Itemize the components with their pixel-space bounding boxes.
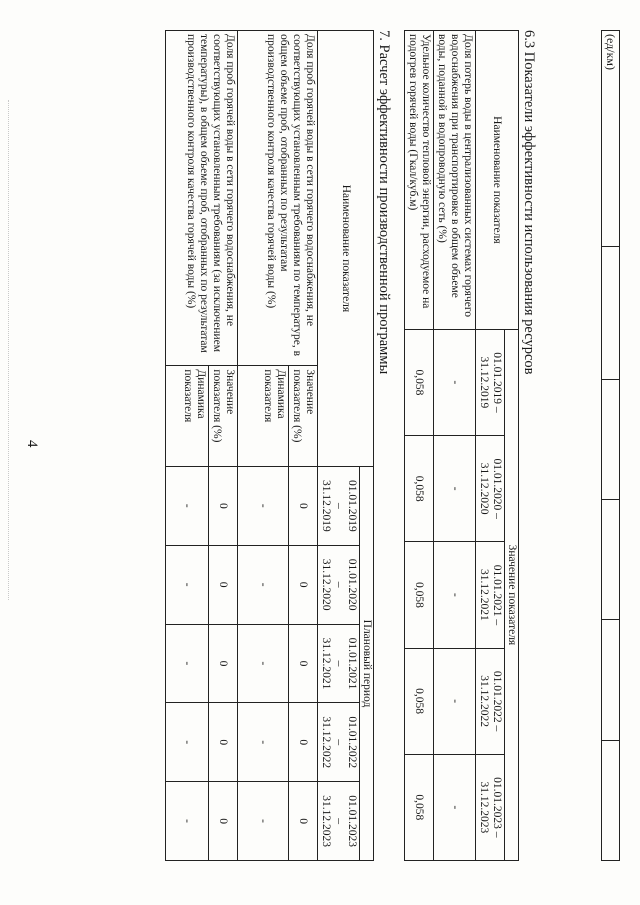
period-header: 01.01.2020 – 31.12.2020 bbox=[318, 545, 360, 624]
row-dynamic: - bbox=[166, 466, 209, 545]
row-value: - bbox=[434, 436, 476, 542]
col-period-header: Плановый период bbox=[360, 466, 374, 860]
row-value: - bbox=[434, 754, 476, 860]
table-row bbox=[289, 31, 318, 861]
row-dynamic: - bbox=[166, 545, 209, 624]
table-row bbox=[434, 31, 476, 861]
row-value: 0 bbox=[289, 624, 318, 703]
row-value: 0 bbox=[289, 782, 318, 861]
row-value: 0 bbox=[209, 782, 238, 861]
previous-table-remnant bbox=[601, 30, 620, 861]
row-value: 0,058 bbox=[405, 329, 434, 435]
row-value: 0 bbox=[289, 466, 318, 545]
period-header: 01.01.2023 – 31.12.2023 bbox=[318, 782, 360, 861]
row-value: 0,058 bbox=[405, 436, 434, 542]
row-dynamic: - bbox=[166, 624, 209, 703]
row-dynamic: - bbox=[238, 466, 289, 545]
program-efficiency-table bbox=[165, 30, 374, 861]
sub-dynamic-label: Динамика показателя bbox=[238, 366, 289, 467]
row-dynamic: - bbox=[238, 782, 289, 861]
row-dynamic: - bbox=[238, 545, 289, 624]
period-header: 01.01.2021 – 31.12.2021 bbox=[476, 542, 505, 648]
row-dynamic: - bbox=[238, 703, 289, 782]
sub-value-label: Значение показателя (%) bbox=[289, 366, 318, 467]
period-header: 01.01.2020 – 31.12.2020 bbox=[476, 436, 505, 542]
row-name: Удельное количество тепловой энергии, расходуемое на подогрев горячей воды (Гкал/куб.м) bbox=[405, 31, 434, 330]
row-value: 0 bbox=[209, 703, 238, 782]
resource-efficiency-table bbox=[404, 30, 519, 861]
period-header: 01.01.2023 – 31.12.2023 bbox=[476, 754, 505, 860]
table-row bbox=[209, 31, 238, 861]
row-value: 0 bbox=[209, 466, 238, 545]
table-row bbox=[405, 31, 434, 861]
row-dynamic: - bbox=[238, 624, 289, 703]
section-7-title: 7. Расчет эффективности производственной программы bbox=[376, 30, 392, 375]
col-value-header: Значение показателя bbox=[505, 329, 519, 860]
row-dynamic: - bbox=[166, 782, 209, 861]
unit-cell: (ед/км) bbox=[602, 31, 620, 247]
row-value: 0 bbox=[289, 545, 318, 624]
col-name-header: Наименование показателя bbox=[476, 31, 519, 330]
row-value: 0 bbox=[289, 703, 318, 782]
row-value: - bbox=[434, 648, 476, 754]
row-name: Доля потерь воды в централизованных системах горячего водоснабжения при транспортировке в общем объеме воды, поданной в водопроводную сеть (%) bbox=[434, 31, 476, 330]
sub-dynamic-label: Динамика показателя bbox=[166, 366, 209, 467]
row-name: Доля проб горячей воды в сети горячего водоснабжения, не соответствующих установленным требованиям по температуре, в общем объеме проб, отобранных по результатам производственного контроля качества горячей воды (%) bbox=[238, 31, 318, 366]
row-value: 0,058 bbox=[405, 648, 434, 754]
row-name: Доля проб горячей воды в сети горячего водоснабжения, не соответствующих установленным требованиям (за исключением температуры), в общем объеме проб, отобранных по результатам производственного контроля качества горячей воды (%) bbox=[166, 31, 238, 366]
row-value: - bbox=[434, 542, 476, 648]
period-header: 01.01.2022 – 31.12.2022 bbox=[318, 703, 360, 782]
row-value: 0,058 bbox=[405, 754, 434, 860]
row-value: 0 bbox=[209, 624, 238, 703]
row-dynamic: - bbox=[166, 703, 209, 782]
period-header: 01.01.2022 – 31.12.2022 bbox=[476, 648, 505, 754]
col-name-header: Наименование показателя bbox=[318, 31, 374, 467]
row-value: 0 bbox=[209, 545, 238, 624]
sub-value-label: Значение показателя (%) bbox=[209, 366, 238, 467]
period-header: 01.01.2021 – 31.12.2021 bbox=[318, 624, 360, 703]
row-value: 0,058 bbox=[405, 542, 434, 648]
row-value: - bbox=[434, 329, 476, 435]
period-header: 01.01.2019 – 31.12.2019 bbox=[318, 466, 360, 545]
page-number: 4 bbox=[24, 440, 40, 448]
period-header: 01.01.2019 – 31.12.2019 bbox=[476, 329, 505, 435]
section-63-title: 6.3 Показатели эффективности использования ресурсов bbox=[521, 30, 537, 375]
